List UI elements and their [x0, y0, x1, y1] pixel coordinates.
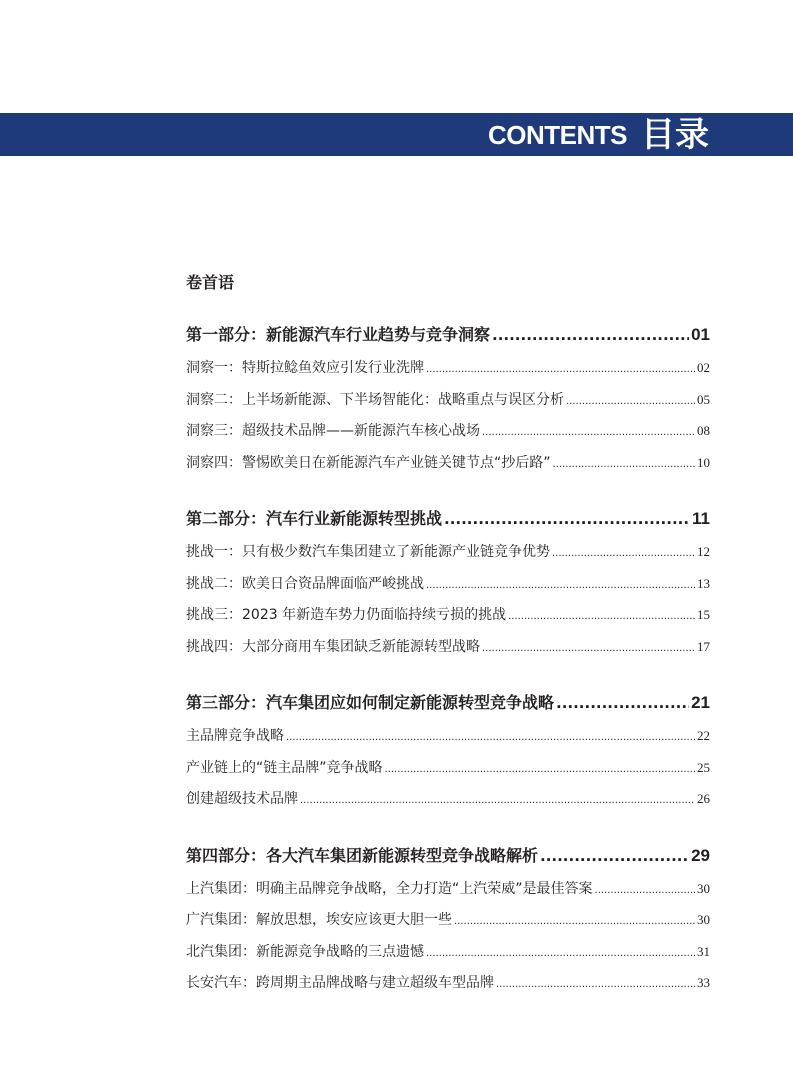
entry-page-number: 10 [697, 454, 710, 470]
table-of-contents [186, 266, 710, 999]
entry-title: 挑战三：2023 年新造车势力仍面临持续亏损的挑战 [186, 607, 507, 623]
dot-leader [552, 538, 695, 570]
dot-leader [426, 570, 695, 602]
dot-leader [482, 417, 695, 449]
entry-page-number: 17 [697, 638, 710, 654]
dot-leader [426, 354, 695, 386]
part-page-number: 01 [691, 325, 710, 344]
entry-page-number: 08 [697, 423, 710, 438]
entry-page-number: 30 [697, 912, 710, 927]
toc-section-part-1 [186, 318, 710, 478]
toc-entry[interactable] [186, 967, 710, 999]
part-title: 第二部分：汽车行业新能源转型挑战 [186, 509, 443, 528]
entry-title: 北汽集团：新能源竞争战略的三点遗憾 [186, 943, 424, 960]
part-page-number: 21 [691, 693, 710, 712]
dot-leader [595, 875, 695, 907]
toc-entry[interactable] [186, 384, 710, 416]
entry-page-number: 26 [697, 791, 710, 806]
part-page-number: 29 [691, 845, 710, 865]
entry-page-number: 02 [697, 360, 710, 375]
toc-entry[interactable] [186, 536, 710, 568]
entry-title: 挑战二：欧美日合资品牌面临严峻挑战 [186, 575, 424, 592]
toc-part-heading[interactable] [186, 318, 710, 352]
toc-entry[interactable] [186, 631, 710, 663]
banner-title-cn: 目录 [641, 115, 709, 155]
toc-entry[interactable] [186, 352, 710, 384]
toc-entry[interactable] [186, 783, 710, 815]
contents-banner [0, 113, 793, 156]
entry-page-number: 05 [697, 391, 710, 407]
banner-title-en: CONTENTS [488, 120, 627, 150]
entry-page-number: 25 [697, 759, 710, 775]
toc-entry[interactable] [186, 904, 710, 936]
entry-title: 洞察二：上半场新能源、下半场智能化：战略重点与误区分析 [186, 391, 564, 408]
dot-leader [286, 722, 695, 754]
dot-leader [385, 754, 695, 786]
dot-leader [482, 633, 695, 665]
entry-title: 广汽集团：解放思想，埃安应该更大胆一些 [186, 912, 452, 928]
entry-page-number: 15 [697, 607, 710, 622]
toc-preface-link[interactable]: 卷首语 [186, 273, 235, 292]
part-page-number: 11 [692, 509, 710, 528]
entry-title: 创建超级技术品牌 [186, 791, 298, 807]
toc-entry[interactable] [186, 873, 710, 905]
toc-part-heading[interactable] [186, 502, 710, 536]
part-title: 第四部分：各大汽车集团新能源转型竞争战略解析 [186, 845, 539, 865]
dot-leader [454, 906, 695, 938]
part-title: 第三部分：汽车集团应如何制定新能源转型竞争战略 [186, 693, 555, 712]
entry-title: 产业链上的“链主品牌”竞争战略 [186, 759, 383, 776]
dot-leader [508, 601, 695, 633]
part-title: 第一部分：新能源汽车行业趋势与竞争洞察 [186, 325, 491, 344]
toc-entry[interactable] [186, 447, 710, 479]
toc-entry[interactable] [186, 568, 710, 600]
entry-title: 洞察三：超级技术品牌——新能源汽车核心战场 [186, 423, 480, 439]
dot-leader [496, 969, 695, 1001]
toc-part-heading[interactable] [186, 839, 710, 873]
entry-page-number: 12 [697, 544, 710, 559]
toc-entry[interactable] [186, 720, 710, 752]
dot-leader [566, 386, 695, 418]
entry-title: 长安汽车：跨周期主品牌战略与建立超级车型品牌 [186, 975, 494, 991]
toc-section-part-2 [186, 502, 710, 662]
dot-leader [300, 785, 695, 817]
toc-section-part-4 [186, 839, 710, 999]
entry-page-number: 33 [697, 975, 710, 990]
dot-leader [553, 449, 695, 481]
toc-part-heading[interactable] [186, 686, 710, 720]
entry-title: 洞察四：警惕欧美日在新能源汽车产业链关键节点“抄后路” [186, 454, 551, 471]
dot-leader [426, 938, 695, 970]
entry-page-number: 13 [697, 575, 710, 591]
entry-title: 主品牌竞争战略 [186, 728, 284, 744]
entry-title: 洞察一：特斯拉鲶鱼效应引发行业洗牌 [186, 360, 424, 376]
entry-page-number: 22 [697, 728, 710, 743]
dot-leader [556, 686, 689, 720]
entry-title: 挑战一：只有极少数汽车集团建立了新能源产业链竞争优势 [186, 544, 550, 560]
toc-section-part-3 [186, 686, 710, 815]
dot-leader [492, 318, 689, 352]
toc-entry[interactable] [186, 599, 710, 631]
dot-leader [444, 502, 690, 536]
dot-leader [540, 839, 689, 873]
toc-entry[interactable] [186, 752, 710, 784]
banner-title [488, 113, 709, 156]
entry-page-number: 31 [697, 943, 710, 959]
entry-title: 上汽集团：明确主品牌竞争战略，全力打造“上汽荣威”是最佳答案 [186, 880, 593, 897]
toc-entry[interactable] [186, 415, 710, 447]
toc-entry[interactable] [186, 936, 710, 968]
entry-page-number: 30 [697, 880, 710, 896]
entry-title: 挑战四：大部分商用车集团缺乏新能源转型战略 [186, 638, 480, 655]
